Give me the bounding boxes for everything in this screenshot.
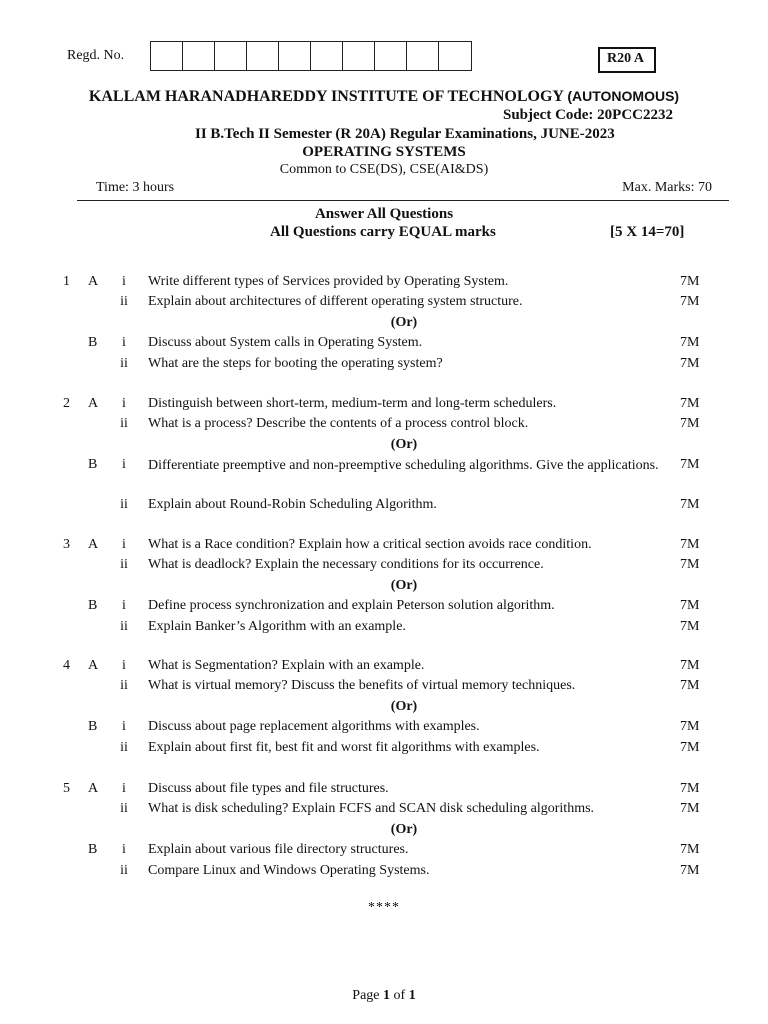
- question-subpart: ii: [120, 678, 128, 693]
- question-row: [0, 863, 768, 883]
- question-text: Differentiate preemptive and non-preemptive scheduling algorithms. Give the applications.: [148, 458, 659, 473]
- question-subpart: ii: [120, 356, 128, 371]
- question-number: 3: [63, 537, 70, 552]
- question-part: A: [88, 658, 99, 673]
- question-subpart: i: [122, 842, 126, 857]
- question-text: What is a Race condition? Explain how a critical section avoids race condition.: [148, 537, 592, 552]
- question-marks: 7M: [680, 678, 700, 693]
- regd-no-digit-box[interactable]: [279, 42, 311, 70]
- page-number: 1: [383, 988, 391, 1003]
- question-subpart: ii: [120, 416, 128, 431]
- page-footer: [0, 988, 768, 1004]
- question-subpart: i: [122, 598, 126, 613]
- or-separator: (Or): [390, 822, 418, 837]
- question-row: [0, 457, 768, 477]
- exam-duration: Time: 3 hours: [96, 180, 175, 195]
- question-row: [0, 396, 768, 416]
- question-subpart: ii: [120, 863, 128, 878]
- regd-no-digit-box[interactable]: [407, 42, 439, 70]
- question-marks: 7M: [680, 557, 700, 572]
- page-total: 1: [408, 988, 416, 1003]
- regd-no-boxes[interactable]: [150, 41, 472, 71]
- question-marks: 7M: [680, 598, 700, 613]
- or-separator: (Or): [390, 315, 418, 330]
- institute-name: [0, 88, 768, 106]
- question-marks: 7M: [680, 842, 700, 857]
- question-text: What is Segmentation? Explain with an example.: [148, 658, 425, 673]
- of-word: of: [393, 988, 406, 1003]
- question-marks: 7M: [680, 294, 700, 309]
- regd-no-digit-box[interactable]: [151, 42, 183, 70]
- question-marks: 7M: [680, 335, 700, 350]
- question-text: Explain about Round-Robin Scheduling Algorithm.: [148, 497, 437, 512]
- question-text: Write different types of Services provided by Operating System.: [148, 274, 509, 289]
- question-marks: 7M: [680, 801, 700, 816]
- regulation-code-box: R20 A: [598, 47, 656, 73]
- question-number: 1: [63, 274, 70, 289]
- question-marks: 7M: [680, 396, 700, 411]
- question-marks: 7M: [680, 658, 700, 673]
- question-row: [0, 719, 768, 739]
- regd-no-label: Regd. No.: [67, 48, 125, 63]
- question-marks: 7M: [680, 497, 700, 512]
- question-row: [0, 678, 768, 698]
- question-text: Explain about first fit, best fit and worst fit algorithms with examples.: [148, 740, 540, 755]
- question-row: [0, 557, 768, 577]
- question-marks: 7M: [680, 416, 700, 431]
- question-part: A: [88, 537, 99, 552]
- page-word: Page: [352, 988, 380, 1003]
- question-row: [0, 658, 768, 678]
- question-number: 5: [63, 781, 70, 796]
- question-subpart: ii: [120, 497, 128, 512]
- question-row: [0, 497, 768, 517]
- question-text: Explain about various file directory structures.: [148, 842, 409, 857]
- question-text: Explain about architectures of different operating system structure.: [148, 294, 523, 309]
- regd-no-digit-box[interactable]: [311, 42, 343, 70]
- question-row: [0, 781, 768, 801]
- question-marks: 7M: [680, 740, 700, 755]
- question-subpart: i: [122, 658, 126, 673]
- question-text: Explain Banker’s Algorithm with an example.: [148, 619, 406, 634]
- exam-title: II B.Tech II Semester (R 20A) Regular Examinations, JUNE-2023: [195, 126, 615, 142]
- subject-title: OPERATING SYSTEMS: [302, 144, 466, 160]
- question-marks: 7M: [680, 619, 700, 634]
- question-part: B: [88, 842, 98, 857]
- question-marks: 7M: [680, 537, 700, 552]
- question-part: A: [88, 781, 99, 796]
- question-subpart: ii: [120, 740, 128, 755]
- regd-no-digit-box[interactable]: [183, 42, 215, 70]
- question-subpart: i: [122, 335, 126, 350]
- question-text: What are the steps for booting the operating system?: [148, 356, 443, 371]
- question-text: Discuss about file types and file structures.: [148, 781, 389, 796]
- regd-no-digit-box[interactable]: [247, 42, 279, 70]
- regd-no-digit-box[interactable]: [375, 42, 407, 70]
- question-subpart: i: [122, 274, 126, 289]
- question-number: 2: [63, 396, 70, 411]
- question-text: What is disk scheduling? Explain FCFS and SCAN disk scheduling algorithms.: [148, 801, 595, 816]
- question-row: [0, 274, 768, 294]
- question-subpart: ii: [120, 294, 128, 309]
- institute-title: KALLAM HARANADHAREDDY INSTITUTE OF TECHNOLOGY: [88, 88, 564, 105]
- question-subpart: i: [122, 457, 126, 472]
- marks-scheme: [5 X 14=70]: [610, 224, 685, 240]
- autonomous-label: (AUTONOMOUS): [567, 88, 680, 104]
- common-to-branches: Common to CSE(DS), CSE(AI&DS): [279, 162, 489, 177]
- or-separator: (Or): [390, 699, 418, 714]
- question-marks: 7M: [680, 356, 700, 371]
- question-subpart: i: [122, 396, 126, 411]
- question-row: [0, 416, 768, 436]
- regd-no-digit-box[interactable]: [439, 42, 471, 70]
- question-subpart: i: [122, 719, 126, 734]
- question-subpart: ii: [120, 801, 128, 816]
- question-text: Discuss about System calls in Operating System.: [148, 335, 423, 350]
- question-number: 4: [63, 658, 70, 673]
- question-marks: 7M: [680, 781, 700, 796]
- header-divider: [77, 200, 729, 201]
- question-text: Distinguish between short-term, medium-term and long-term schedulers.: [148, 396, 557, 411]
- question-text: What is virtual memory? Discuss the benefits of virtual memory techniques.: [148, 678, 576, 693]
- question-part: A: [88, 396, 99, 411]
- question-text: What is deadlock? Explain the necessary conditions for its occurrence.: [148, 557, 544, 572]
- question-row: [0, 294, 768, 314]
- question-row: [0, 598, 768, 618]
- question-text: Compare Linux and Windows Operating Systems.: [148, 863, 430, 878]
- question-part: B: [88, 719, 98, 734]
- instruction-answer-all: Answer All Questions: [314, 206, 454, 222]
- or-separator: (Or): [390, 437, 418, 452]
- question-part: B: [88, 457, 98, 472]
- question-part: A: [88, 274, 99, 289]
- question-row: [0, 335, 768, 355]
- question-marks: 7M: [680, 863, 700, 878]
- instruction-equal-marks: All Questions carry EQUAL marks: [270, 224, 496, 240]
- or-separator: (Or): [390, 578, 418, 593]
- question-row: [0, 740, 768, 760]
- question-text: What is a process? Describe the contents of a process control block.: [148, 416, 529, 431]
- regd-no-digit-box[interactable]: [215, 42, 247, 70]
- question-part: B: [88, 598, 98, 613]
- question-row: [0, 537, 768, 557]
- question-subpart: ii: [120, 557, 128, 572]
- question-subpart: i: [122, 781, 126, 796]
- question-marks: 7M: [680, 274, 700, 289]
- end-marker: ****: [368, 900, 400, 915]
- max-marks: Max. Marks: 70: [622, 180, 712, 195]
- question-row: [0, 801, 768, 821]
- question-text: Discuss about page replacement algorithms with examples.: [148, 719, 480, 734]
- question-row: [0, 356, 768, 376]
- regd-no-digit-box[interactable]: [343, 42, 375, 70]
- question-row: [0, 619, 768, 639]
- subject-code: Subject Code: 20PCC2232: [503, 107, 673, 123]
- question-row: [0, 842, 768, 862]
- question-marks: 7M: [680, 457, 700, 472]
- question-marks: 7M: [680, 719, 700, 734]
- question-subpart: ii: [120, 619, 128, 634]
- question-text: Define process synchronization and explain Peterson solution algorithm.: [148, 598, 555, 613]
- question-subpart: i: [122, 537, 126, 552]
- question-part: B: [88, 335, 98, 350]
